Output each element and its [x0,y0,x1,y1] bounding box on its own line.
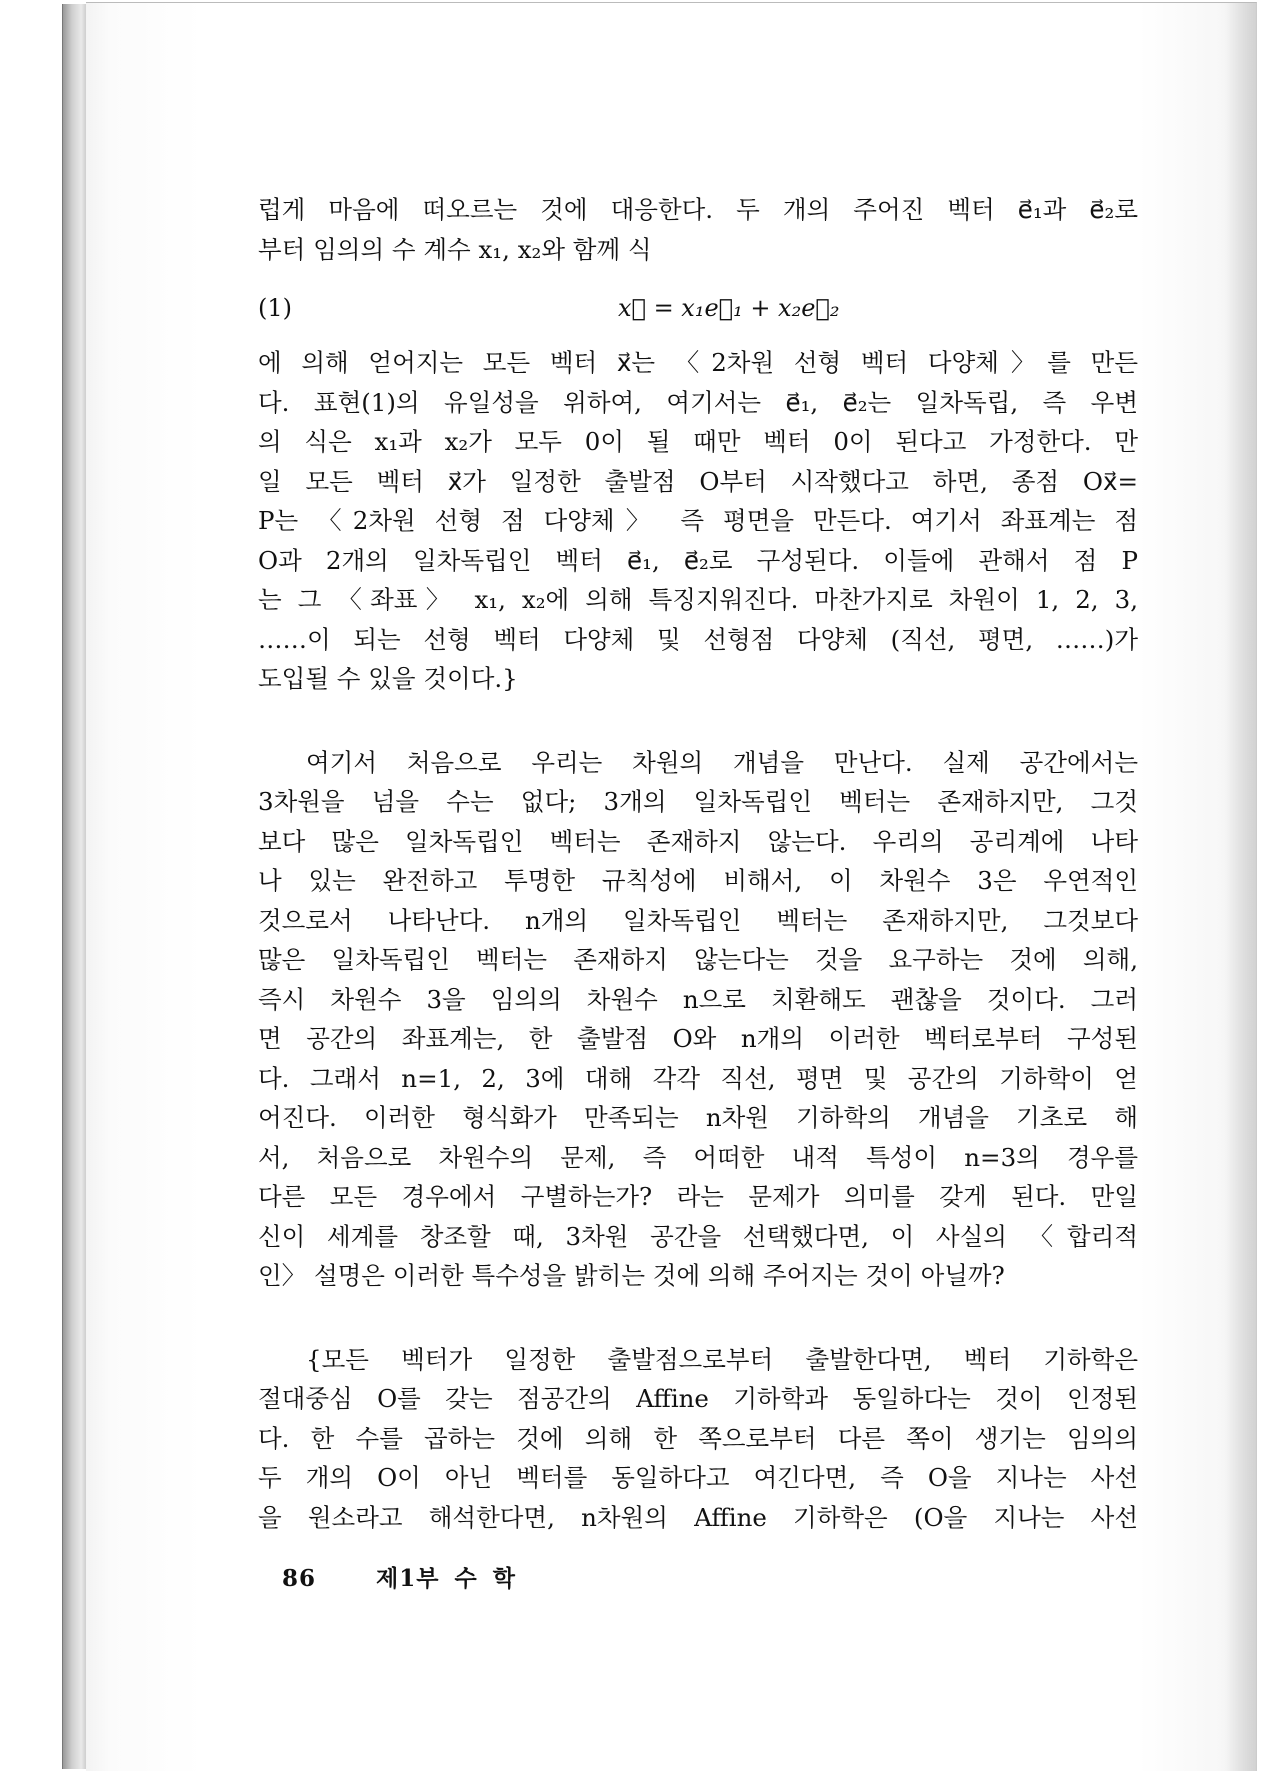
paragraph-1 [258,190,1138,269]
text-line: 신이 세계를 창조할 때, 3차원 공간을 선택했다면, 이 사실의 〈합리적 [258,1221,1138,1251]
text-line: 서, 처음으로 차원수의 문제, 즉 어떠한 내적 특성이 n=3의 경우를 [258,1142,1138,1172]
text-line: 을 원소라고 해석한다면, n차원의 Affine 기하학은 (O을 지나는 사선 [258,1502,1138,1532]
text-line: 다. 표현(1)의 유일성을 위하여, 여기서는 e⃗₁, e⃗₂는 일차독립, 즉 우변 [258,387,1138,417]
text-line: {모든 벡터가 일정한 출발점으로부터 출발한다면, 벡터 기하학은 [306,1344,1138,1374]
text-line: 여기서 처음으로 우리는 차원의 개념을 만난다. 실제 공간에서는 [306,747,1138,777]
equation-number: (1) [258,294,292,322]
text-line: 많은 일차독립인 벡터는 존재하지 않는다는 것을 요구하는 것에 의해, [258,945,1138,974]
text-line: 는 그 〈좌표〉 x₁, x₂에 의해 특징지워진다. 마찬가지로 차원이 1, 2, 3, [258,585,1138,614]
text-line: P는 〈2차원 선형 점 다양체〉 즉 평면을 만든다. 여기서 좌표계는 점 [258,506,1138,535]
text-line: 어진다. 이러한 형식화가 만족되는 n차원 기하학의 개념을 기초로 해 [258,1103,1138,1132]
page-body [258,190,1138,1537]
paragraph-2 [258,343,1138,699]
text-line: 나 있는 완전하고 투명한 규칙성에 비해서, 이 차원수 3은 우연적인 [258,866,1138,895]
text-line: 절대중심 O를 갖는 점공간의 Affine 기하학과 동일하다는 것이 인정된 [258,1384,1138,1413]
text-line: 두 개의 O이 아닌 벡터를 동일하다고 여긴다면, 즉 O을 지나는 사선 [258,1463,1138,1492]
text-line: 즉시 차원수 3을 임의의 차원수 n으로 치환해도 괜찮을 것이다. 그러 [258,984,1138,1014]
text-line: 인〉 설명은 이러한 특수성을 밝히는 것에 의해 주어지는 것이 아닐까? [258,1261,1005,1290]
text-line: 다른 모든 경우에서 구별하는가? 라는 문제가 의미를 갖게 된다. 만일 [258,1182,1138,1211]
equation-1 [258,283,1138,333]
text-line: O과 2개의 일차독립인 벡터 e⃗₁, e⃗₂로 구성된다. 이들에 관해서 점 P [258,545,1138,575]
text-line: 일 모든 벡터 x⃗가 일정한 출발점 O부터 시작했다고 하면, 종점 Ox⃗= [258,466,1138,496]
page-footer [282,1560,516,1593]
text-line: 부터 임의의 수 계수 x₁, x₂와 함께 식 [258,234,652,264]
text-line: 3차원을 넘을 수는 없다; 3개의 일차독립인 벡터는 존재하지만, 그것 [258,787,1138,816]
text-line: 럽게 마음에 떠오르는 것에 대응한다. 두 개의 주어진 벡터 e⃗₁과 e⃗₂로 [258,195,1138,224]
text-line: 면 공간의 좌표계는, 한 출발점 O와 n개의 이러한 벡터로부터 구성된 [258,1024,1138,1053]
paragraph-3 [258,743,1138,1296]
equation-text: x⃗ = x₁e⃗₁ + x₂e⃗₂ [618,294,840,322]
text-line: 도입될 수 있을 것이다.} [258,664,518,693]
text-line: 의 식은 x₁과 x₂가 모두 0이 될 때만 벡터 0이 된다고 가정한다. 만 [258,427,1138,456]
section-title: 제1부 수 학 [376,1565,516,1592]
paragraph-gap [258,1296,1138,1340]
text-line: ……이 되는 선형 벡터 다양체 및 선형점 다양체 (직선, 평면, ……)가 [258,624,1138,654]
text-line: 것으로서 나타난다. n개의 일차독립인 벡터는 존재하지만, 그것보다 [258,905,1138,935]
text-line: 에 의해 얻어지는 모든 벡터 x⃗는 〈2차원 선형 벡터 다양체〉를 만든 [258,348,1138,377]
paragraph-4 [258,1340,1138,1538]
page-shadow [1226,3,1256,1771]
page-number: 86 [282,1565,317,1592]
text-line: 보다 많은 일차독립인 벡터는 존재하지 않는다. 우리의 공리계에 나타 [258,826,1138,856]
text-line: 다. 그래서 n=1, 2, 3에 대해 각각 직선, 평면 및 공간의 기하학이 얻 [258,1063,1138,1093]
paragraph-gap [258,699,1138,743]
text-line: 다. 한 수를 곱하는 것에 의해 한 쪽으로부터 다른 쪽이 생기는 임의의 [258,1423,1138,1453]
book-spine-edge [62,4,89,1769]
